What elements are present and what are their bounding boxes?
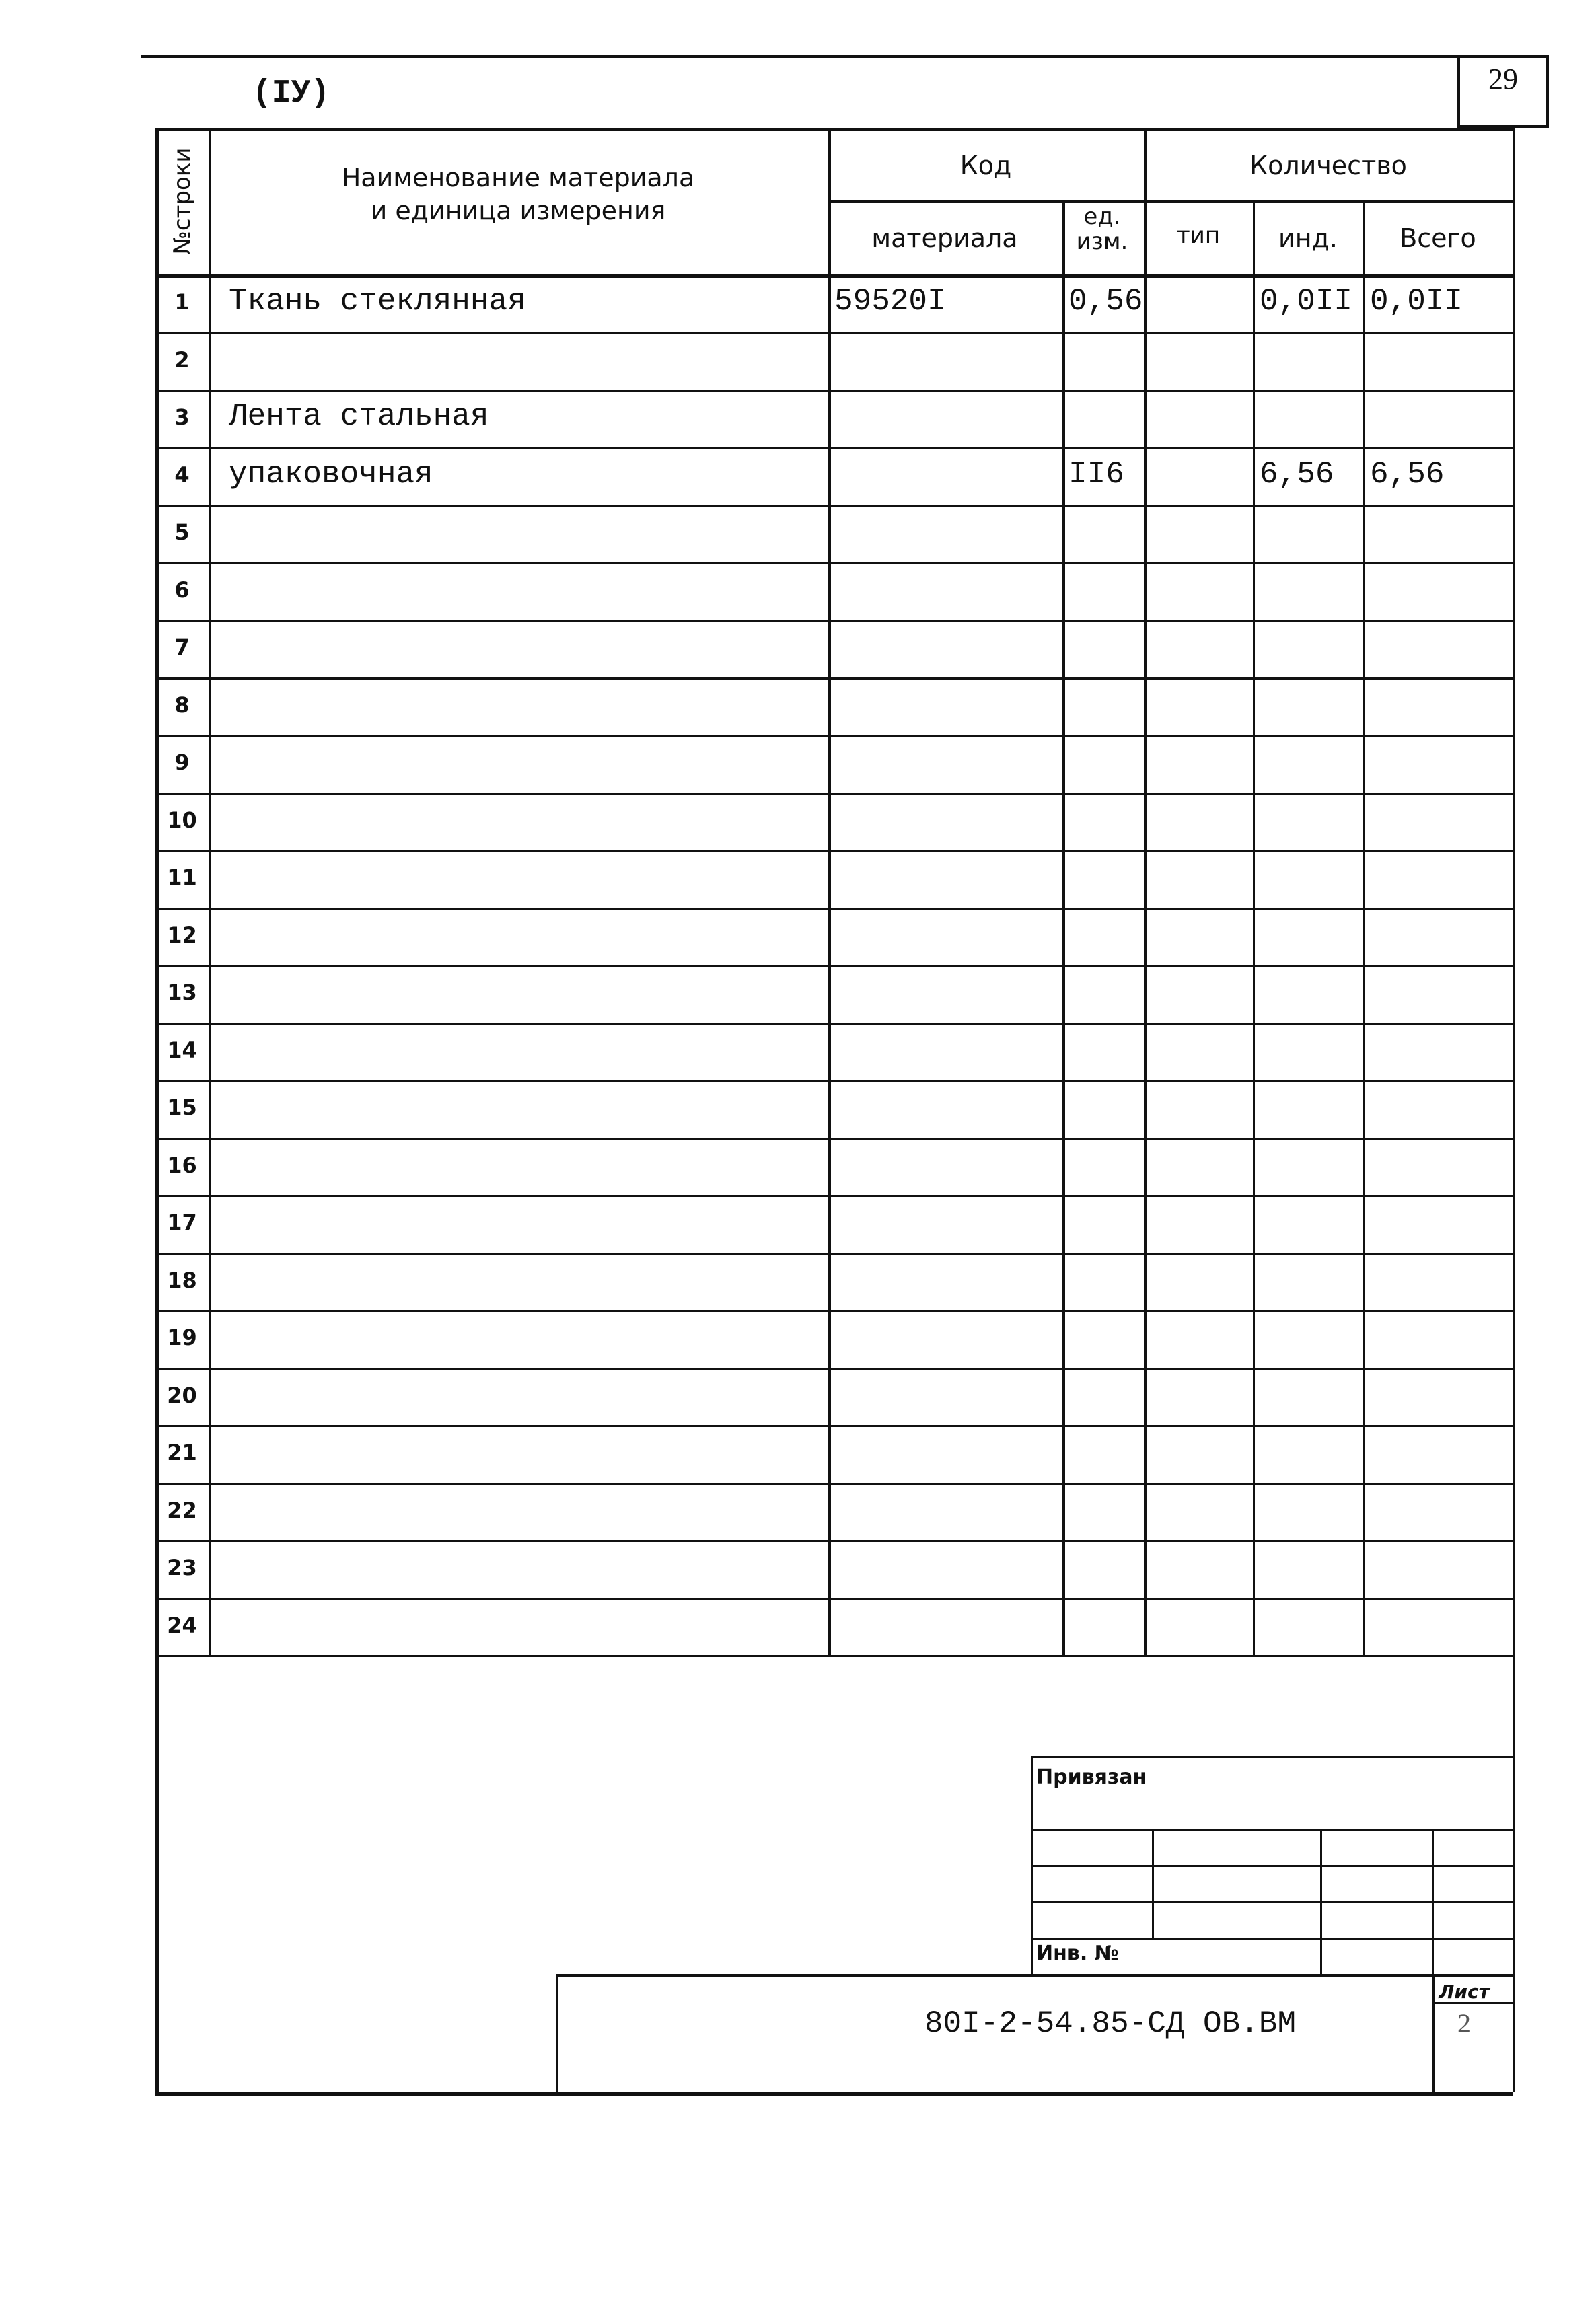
stamp-rule <box>1031 1865 1513 1867</box>
row-rule <box>155 1540 1513 1542</box>
sheet-code: (IУ) <box>252 75 330 112</box>
code-unit-header: ед. изм. <box>1076 203 1128 256</box>
row-rule <box>155 1368 1513 1370</box>
row-number: 20 <box>167 1383 197 1408</box>
header-bottom-rule <box>155 274 1513 278</box>
row-number: 4 <box>174 462 190 488</box>
top-rule <box>141 55 1460 58</box>
row-number: 1 <box>174 289 190 315</box>
row-number: 15 <box>167 1095 197 1120</box>
row-rule <box>155 1425 1513 1427</box>
row-rule <box>155 447 1513 449</box>
stamp-rule <box>1432 1829 1434 1975</box>
row-number: 21 <box>167 1440 197 1465</box>
column-rule <box>1062 200 1065 1655</box>
material-name-header: Наименование материала и единица измерения <box>341 163 695 226</box>
row-rule <box>155 965 1513 967</box>
row-number: 9 <box>174 749 190 775</box>
row-number: 24 <box>167 1613 197 1638</box>
row-number: 16 <box>167 1152 197 1178</box>
row-number: 10 <box>167 807 197 833</box>
row-rule <box>155 1138 1513 1140</box>
stamp-rule <box>1031 1901 1513 1903</box>
row-number: 3 <box>174 404 190 430</box>
row-number: 6 <box>174 577 190 603</box>
qty-ind-header: инд. <box>1278 223 1338 253</box>
column-rule <box>1363 200 1365 1655</box>
row-rule <box>155 1483 1513 1485</box>
unit-code-cell: 0,56 <box>1068 284 1143 319</box>
attached-label: Привязан <box>1036 1765 1147 1789</box>
column-rule <box>1253 200 1255 1655</box>
row-number: 2 <box>174 347 190 373</box>
stamp-rule <box>1031 1756 1513 1758</box>
row-number: 23 <box>167 1555 197 1580</box>
quantity-header: Количество <box>1249 151 1407 180</box>
material-name-cell: упаковочная <box>229 457 433 492</box>
sheet-number: 2 <box>1457 2008 1471 2039</box>
row-number: 22 <box>167 1498 197 1523</box>
material-code-cell: 59520I <box>834 284 946 319</box>
row-number: 11 <box>167 865 197 890</box>
unit-code-cell: II6 <box>1068 457 1124 492</box>
material-name-cell: Ткань стеклянная <box>229 284 526 319</box>
row-number: 18 <box>167 1268 197 1293</box>
row-number: 19 <box>167 1325 197 1350</box>
row-rule <box>155 793 1513 795</box>
row-rule <box>155 1310 1513 1312</box>
row-number: 14 <box>167 1037 197 1063</box>
row-rule <box>155 562 1513 564</box>
header-mid-rule <box>828 200 1513 203</box>
stamp-rule <box>1320 1829 1322 1975</box>
row-number-header: №строки <box>168 147 196 255</box>
frame-right-border <box>1513 128 1515 2092</box>
row-rule <box>155 1598 1513 1600</box>
row-rule <box>155 1080 1513 1082</box>
row-rule <box>155 1253 1513 1255</box>
qty-ind-cell: 6,56 <box>1260 457 1334 492</box>
row-rule <box>155 332 1513 334</box>
row-rule <box>155 1023 1513 1025</box>
row-rule <box>155 390 1513 392</box>
frame-bottom-border <box>155 2092 1513 2096</box>
row-rule <box>155 908 1513 910</box>
row-rule <box>155 850 1513 852</box>
qty-type-header: тип <box>1176 222 1221 249</box>
stamp-rule <box>1031 1938 1513 1940</box>
row-number: 5 <box>174 519 190 545</box>
row-rule <box>155 1195 1513 1197</box>
row-number: 12 <box>167 922 197 948</box>
qty-total-cell: 0,0II <box>1370 284 1463 319</box>
row-number: 17 <box>167 1210 197 1235</box>
row-rule <box>155 620 1513 622</box>
table-top-border <box>155 128 1513 131</box>
code-material-header: материала <box>871 223 1018 253</box>
qty-total-cell: 6,56 <box>1370 457 1445 492</box>
code-header: Код <box>959 151 1012 180</box>
row-number: 8 <box>174 692 190 718</box>
sheet-label: Лист <box>1439 1981 1490 2003</box>
qty-ind-cell: 0,0II <box>1260 284 1353 319</box>
row-rule <box>155 735 1513 737</box>
stamp-rule <box>556 1974 558 2092</box>
row-rule <box>155 677 1513 680</box>
inventory-number-label: Инв. № <box>1036 1942 1119 1965</box>
row-number: 7 <box>174 634 190 660</box>
stamp-rule <box>1152 1829 1154 1938</box>
document-code: 80I-2-54.85-СД ОВ.ВМ <box>924 2006 1297 2041</box>
stamp-rule <box>556 1974 1513 1977</box>
qty-total-header: Всего <box>1400 223 1476 253</box>
row-rule <box>155 505 1513 507</box>
row-number: 13 <box>167 980 197 1005</box>
page-number: 29 <box>1488 63 1518 96</box>
stamp-rule <box>1031 1829 1513 1831</box>
material-name-cell: Лента стальная <box>229 399 489 434</box>
row-rule <box>155 1655 1513 1657</box>
